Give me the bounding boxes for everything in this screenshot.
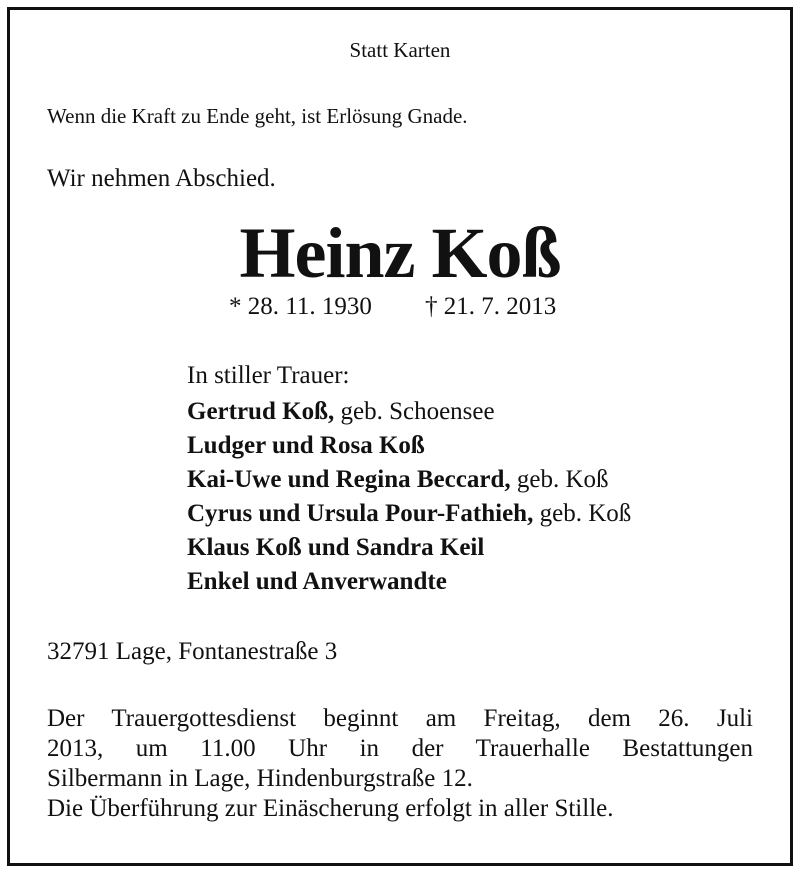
mourner-name: Ludger und Rosa Koß xyxy=(187,432,425,459)
mourner-line xyxy=(187,466,609,494)
mourner-line xyxy=(187,500,631,528)
mourner-name: Klaus Koß und Sandra Keil xyxy=(187,534,485,561)
mourner-line xyxy=(187,398,495,426)
notice-header: Statt Karten xyxy=(349,38,451,62)
mourning-intro: In stiller Trauer: xyxy=(187,362,350,389)
mourner-line xyxy=(187,432,425,460)
service-announcement xyxy=(47,704,753,824)
service-line: Der Trauergottesdienst beginnt am Freitag, dem 26. Juli xyxy=(47,705,753,732)
mourner-line xyxy=(187,534,484,562)
mourner-line xyxy=(187,568,447,596)
service-line: 2013, um 11.00 Uhr in der Trauerhalle Bestattungen xyxy=(47,735,753,762)
mourner-name: Gertrud Koß, xyxy=(187,398,335,425)
farewell-text: Wir nehmen Abschied. xyxy=(47,165,276,192)
mourner-suffix: geb. Koß xyxy=(533,500,632,527)
mourner-name: Cyrus und Ursula Pour-Fathieh, xyxy=(187,500,534,527)
birth-date: * 28. 11. 1930 xyxy=(229,293,372,320)
mourner-suffix: geb. Koß xyxy=(510,466,609,493)
mourner-suffix: geb. Schoensee xyxy=(334,398,495,425)
mourner-name: Enkel und Anverwandte xyxy=(187,568,447,595)
motto: Wenn die Kraft zu Ende geht, ist Erlösung Gnade. xyxy=(47,104,468,128)
service-line: Silbermann in Lage, Hindenburgstraße 12. xyxy=(47,765,473,792)
mourner-name: Kai-Uwe und Regina Beccard, xyxy=(187,466,511,493)
deceased-name: Heinz Koß xyxy=(239,213,561,293)
address: 32791 Lage, Fontanestraße 3 xyxy=(47,638,338,665)
service-line: Die Überführung zur Einäscherung erfolgt in aller Stille. xyxy=(47,795,614,822)
death-date: † 21. 7. 2013 xyxy=(425,293,557,320)
